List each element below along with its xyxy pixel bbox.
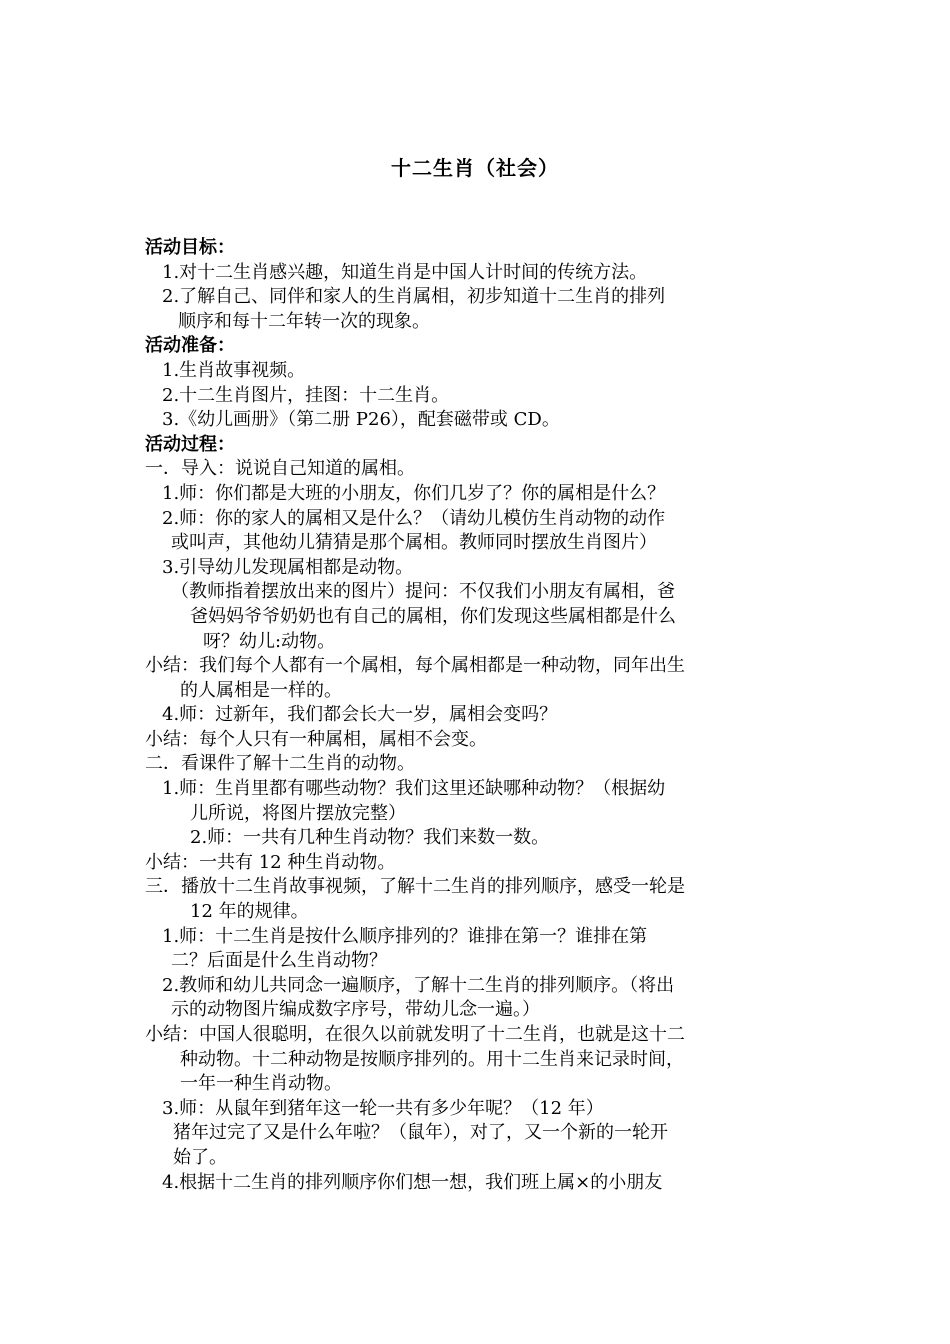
text-line: 小结：我们每个人都有一个属相，每个属相都是一种动物，同年出生 — [145, 655, 685, 677]
text-line: 的人属相是一样的。 — [180, 679, 342, 701]
text-line: 2.了解自己、同伴和家人的生肖属相，初步知道十二生肖的排列 — [162, 286, 666, 308]
text-line: 三．播放十二生肖故事视频，了解十二生肖的排列顺序，感受一轮是 — [145, 876, 685, 898]
text-line: 2.十二生肖图片，挂图：十二生肖。 — [162, 384, 450, 406]
text-line: （教师指着摆放出来的图片）提问：不仅我们小朋友有属相，爸 — [171, 581, 675, 603]
text-line: 二？后面是什么生肖动物？ — [171, 950, 387, 972]
text-line: 小结：每个人只有一种属相，属相不会变。 — [145, 728, 487, 750]
text-line: 呀？幼儿:动物。 — [203, 630, 336, 652]
section-heading: 活动过程： — [145, 433, 235, 455]
document-body — [145, 236, 815, 1195]
text-line: 12 年的规律。 — [190, 901, 309, 923]
text-line: 二．看课件了解十二生肖的动物。 — [145, 753, 415, 775]
text-line: 儿所说，将图片摆放完整） — [190, 802, 406, 824]
text-line: 1.师：十二生肖是按什么顺序排列的？谁排在第一？谁排在第 — [162, 925, 648, 947]
text-line: 3.师：从鼠年到猪年这一轮一共有多少年呢？（12 年） — [162, 1097, 604, 1119]
text-line: 4.师：过新年，我们都会长大一岁，属相会变吗？ — [162, 704, 558, 726]
text-line: 1.生肖故事视频。 — [162, 359, 306, 381]
text-line: 1.师：你们都是大班的小朋友，你们几岁了？你的属相是什么？ — [162, 482, 666, 504]
section-heading: 活动目标： — [145, 237, 235, 258]
text-line: 示的动物图片编成数字序号，带幼儿念一遍。） — [171, 999, 540, 1021]
text-line: 或叫声，其他幼儿猜猜是那个属相。教师同时摆放生肖图片） — [171, 532, 657, 554]
text-line: 2.师：一共有几种生肖动物？我们来数一数。 — [190, 827, 550, 849]
text-line: 3.《幼儿画册》（第二册 P26），配套磁带或 CD。 — [162, 409, 560, 431]
text-line: 1.对十二生肖感兴趣，知道生肖是中国人计时间的传统方法。 — [162, 261, 648, 283]
text-line: 3.引导幼儿发现属相都是动物。 — [162, 556, 414, 578]
text-line: 2.教师和幼儿共同念一遍顺序，了解十二生肖的排列顺序。（将出 — [162, 974, 675, 996]
text-line: 小结：中国人很聪明，在很久以前就发明了十二生肖，也就是这十二 — [145, 1024, 685, 1045]
text-line: 4.根据十二生肖的排列顺序你们想一想，我们班上属×的小朋友 — [162, 1171, 663, 1193]
text-line: 种动物。十二种动物是按顺序排列的。用十二生肖来记录时间， — [180, 1048, 684, 1070]
text-line: 猪年过完了又是什么年啦？（鼠年），对了，又一个新的一轮开 — [173, 1122, 668, 1144]
text-line: 始了。 — [173, 1146, 227, 1168]
text-line: 一．导入：说说自己知道的属相。 — [145, 458, 415, 480]
text-line: 2.师：你的家人的属相又是什么？（请幼儿模仿生肖动物的动作 — [162, 507, 666, 529]
section-heading: 活动准备： — [145, 335, 235, 357]
text-line: 顺序和每十二年转一次的现象。 — [178, 310, 430, 332]
text-line: 爸妈妈爷爷奶奶也有自己的属相，你们发现这些属相都是什么 — [190, 605, 676, 627]
text-line: 小结：一共有 12 种生肖动物。 — [145, 851, 396, 873]
text-line: 1.师：生肖里都有哪些动物？我们这里还缺哪种动物？（根据幼 — [162, 778, 666, 800]
document-title: 十二生肖（社会） — [391, 156, 559, 180]
text-line: 一年一种生肖动物。 — [180, 1073, 342, 1095]
